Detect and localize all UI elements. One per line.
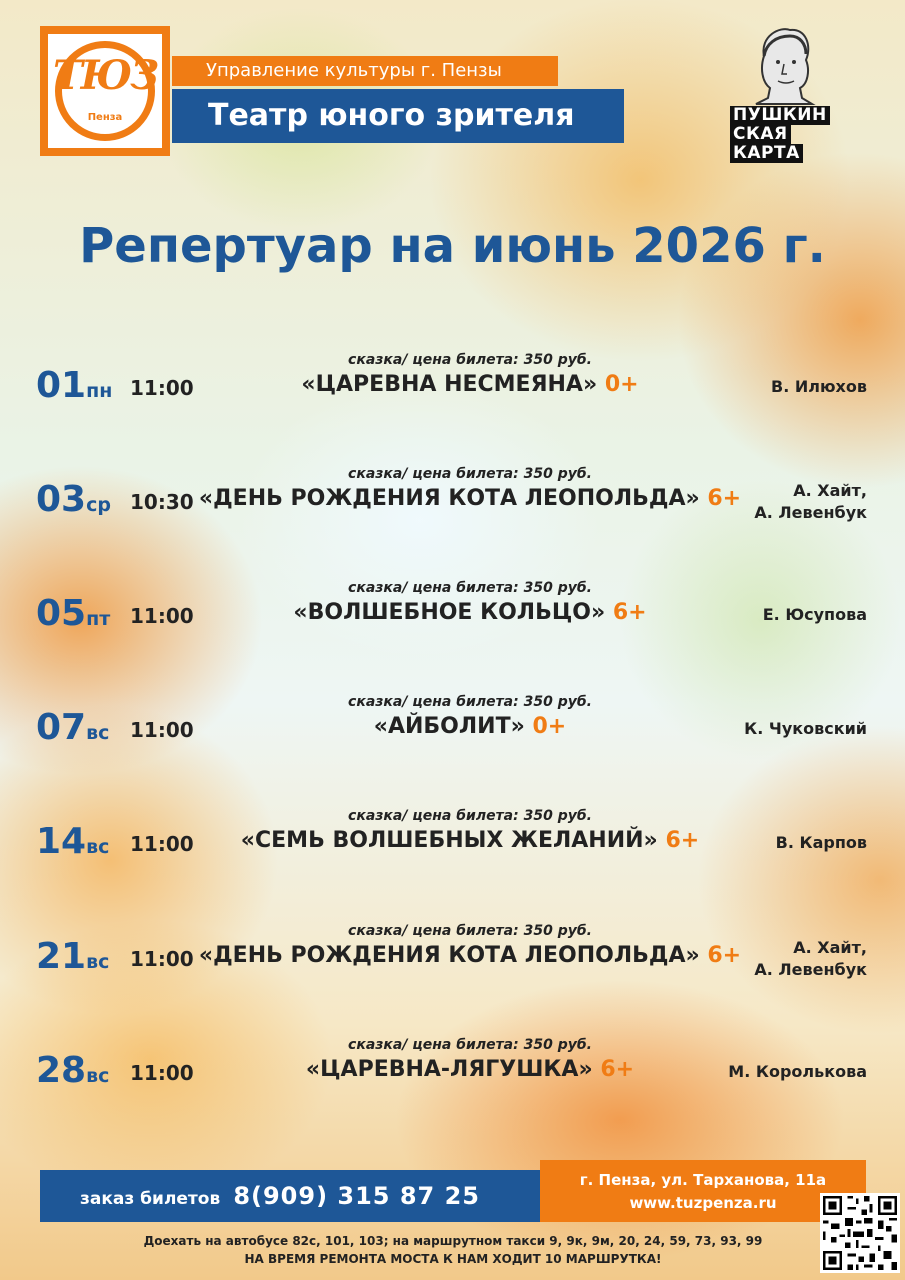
show-author <box>744 718 867 740</box>
show-weekday: пт <box>86 608 111 630</box>
author-line-1: Е. Юсупова <box>762 605 867 624</box>
show-meta: сказка/ цена билета: 350 руб. <box>348 694 592 710</box>
show-weekday: вс <box>86 722 110 744</box>
show-author <box>776 832 867 854</box>
show-weekday: вс <box>86 836 110 858</box>
transport-routes: Доехать на автобусе 82с, 101, 103; на маршрутном такси 9, 9к, 9м, 20, 24, 59, 73, 93, 99 <box>143 1234 763 1248</box>
show-time: 11:00 <box>130 718 194 742</box>
show-day: 07 <box>36 707 87 748</box>
show-time: 11:00 <box>130 1061 194 1085</box>
booking-phone[interactable]: 8(909) 315 87 25 <box>233 1182 481 1210</box>
show-date <box>36 708 109 753</box>
show-time: 11:00 <box>130 832 194 856</box>
show-title-line <box>160 1057 780 1082</box>
show-day: 05 <box>36 593 87 634</box>
show-time: 11:00 <box>130 604 194 628</box>
age-rating: 0+ <box>532 714 567 739</box>
author-line-1: А. Хайт, <box>793 481 867 500</box>
age-rating: 6+ <box>665 828 700 853</box>
show-author <box>771 376 867 398</box>
show-title: «ЦАРЕВНА-ЛЯГУШКА» <box>305 1057 593 1082</box>
show-day: 21 <box>36 936 87 977</box>
author-line-2: А. Левенбук <box>754 960 867 979</box>
pushkin-card-line-3: КАРТА <box>730 144 803 163</box>
show-meta: сказка/ цена билета: 350 руб. <box>348 808 592 824</box>
show-meta: сказка/ цена билета: 350 руб. <box>348 352 592 368</box>
show-time: 10:30 <box>130 490 194 514</box>
show-day: 01 <box>36 365 87 406</box>
transport-info <box>40 1232 866 1268</box>
show-title: «АЙБОЛИТ» <box>373 714 525 739</box>
logo-inner <box>48 34 162 148</box>
pushkin-card-logo <box>728 26 868 163</box>
schedule-row <box>0 688 905 758</box>
author-line-1: М. Королькова <box>728 1062 867 1081</box>
show-author <box>728 1061 867 1083</box>
show-title: «ВОЛШЕБНОЕ КОЛЬЦО» <box>293 600 606 625</box>
show-date <box>36 480 111 525</box>
show-time: 11:00 <box>130 376 194 400</box>
pushkin-card-line-2: СКАЯ <box>730 125 791 144</box>
show-meta: сказка/ цена билета: 350 руб. <box>348 923 592 939</box>
show-title-line <box>160 372 780 397</box>
show-time: 11:00 <box>130 947 194 971</box>
schedule-row <box>0 346 905 416</box>
show-day: 03 <box>36 479 87 520</box>
show-weekday: пн <box>86 380 113 402</box>
show-title: «СЕМЬ ВОЛШЕБНЫХ ЖЕЛАНИЙ» <box>240 828 658 853</box>
show-meta: сказка/ цена билета: 350 руб. <box>348 466 592 482</box>
website-link[interactable]: www.tuzpenza.ru <box>629 1194 777 1212</box>
show-title-line <box>160 600 780 625</box>
show-date <box>36 366 112 411</box>
author-line-2: А. Левенбук <box>754 503 867 522</box>
booking-bar <box>40 1170 540 1222</box>
address: г. Пенза, ул. Тарханова, 11а <box>579 1171 827 1189</box>
logo-text: ТЮЗ <box>52 52 158 99</box>
show-title: «ДЕНЬ РОЖДЕНИЯ КОТА ЛЕОПОЛЬДА» <box>198 486 700 511</box>
show-meta: сказка/ цена билета: 350 руб. <box>348 1037 592 1053</box>
schedule-row <box>0 802 905 872</box>
schedule-row <box>0 917 905 987</box>
org-name: Управление культуры г. Пензы <box>172 56 558 86</box>
pushkin-portrait-icon <box>750 26 818 106</box>
show-author <box>754 937 867 981</box>
show-author <box>763 604 867 626</box>
author-line-1: К. Чуковский <box>744 719 867 738</box>
show-title-line <box>160 714 780 739</box>
age-rating: 6+ <box>707 943 742 968</box>
theatre-logo <box>40 26 170 156</box>
pushkin-card-line-1: ПУШКИН <box>730 106 830 125</box>
show-weekday: вс <box>86 951 110 973</box>
author-line-1: В. Илюхов <box>771 377 867 396</box>
show-date <box>36 937 109 982</box>
show-title: «ЦАРЕВНА НЕСМЕЯНА» <box>301 372 598 397</box>
show-author <box>754 480 867 524</box>
author-line-1: В. Карпов <box>775 833 867 852</box>
show-weekday: вс <box>86 1065 110 1087</box>
transport-notice: НА ВРЕМЯ РЕМОНТА МОСТА К НАМ ХОДИТ 10 МАРШРУТКА! <box>244 1252 662 1266</box>
schedule-row <box>0 460 905 530</box>
theatre-name: Театр юного зрителя <box>172 89 624 143</box>
show-date <box>36 822 109 867</box>
contact-bar <box>540 1160 866 1222</box>
show-meta: сказка/ цена билета: 350 руб. <box>348 580 592 596</box>
show-title-line <box>160 943 780 968</box>
schedule-row <box>0 574 905 644</box>
show-weekday: ср <box>86 494 111 516</box>
age-rating: 0+ <box>604 372 639 397</box>
logo-city: Пенза <box>87 112 123 123</box>
show-title-line <box>160 486 780 511</box>
page-title: Репертуар на июнь 2026 г. <box>79 218 826 274</box>
show-day: 14 <box>36 821 87 862</box>
author-line-1: А. Хайт, <box>793 938 867 957</box>
show-day: 28 <box>36 1050 87 1091</box>
age-rating: 6+ <box>612 600 647 625</box>
schedule-row <box>0 1031 905 1101</box>
booking-label: заказ билетов <box>80 1189 221 1209</box>
age-rating: 6+ <box>707 486 742 511</box>
show-title: «ДЕНЬ РОЖДЕНИЯ КОТА ЛЕОПОЛЬДА» <box>198 943 700 968</box>
show-date <box>36 594 110 639</box>
age-rating: 6+ <box>600 1057 635 1082</box>
show-date <box>36 1051 109 1096</box>
show-title-line <box>160 828 780 853</box>
